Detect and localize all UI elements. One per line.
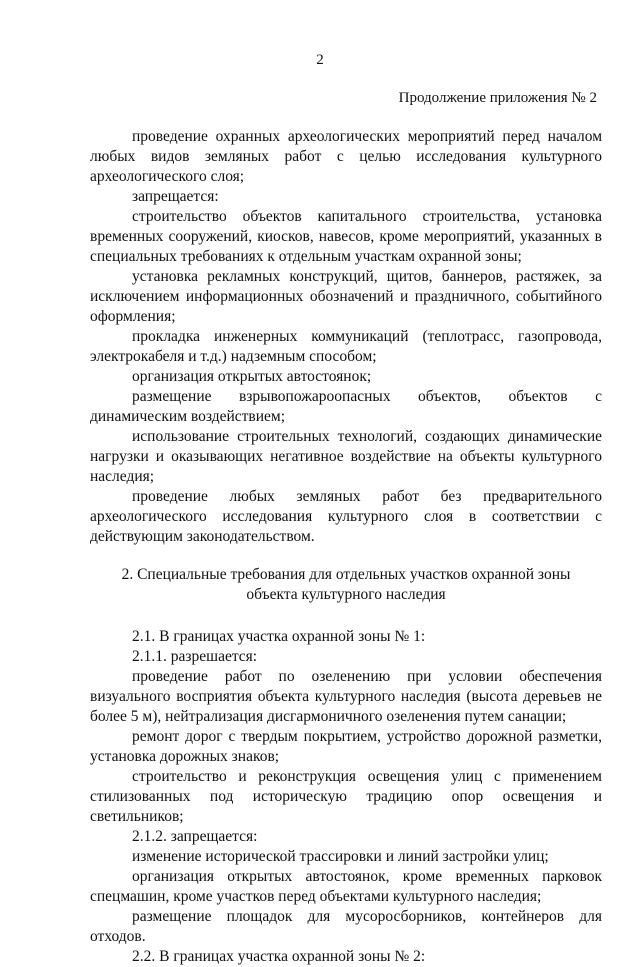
- appendix-label: Продолжение приложения № 2: [398, 90, 597, 106]
- paragraph: проведение работ по озеленению при условии обеспечения визуального восприятия объекта культурного наследия (высота деревьев не более 5 м), нейтрализация дисгармоничного озеленения путем санации;: [90, 668, 602, 725]
- document-body: [90, 127, 602, 967]
- paragraph: строительство объектов капитального строительства, установка временных сооружений, киосков, навесов, кроме мероприятий, указанных в специальных требованиях к отдельным участкам охранной зоны;: [90, 208, 602, 265]
- paragraph: размещение площадок для мусоросборников, контейнеров для отходов.: [90, 908, 602, 945]
- section-title: [90, 565, 602, 605]
- paragraph: проведение любых земляных работ без предварительного археологического исследования культурного слоя в соответствии с действующим законодательством.: [90, 488, 602, 545]
- paragraph: размещение взрывопожароопасных объектов, объектов с динамическим воздействием;: [90, 388, 602, 425]
- paragraph: организация открытых автостоянок;: [132, 368, 372, 385]
- section-title-line: 2. Специальные требования для отдельных участков охранной зоны: [121, 566, 571, 583]
- paragraph: прокладка инженерных коммуникаций (теплотрасс, газопровода, электрокабеля и т.д.) надземным способом;: [90, 328, 602, 365]
- paragraph: 2.1. В границах участка охранной зоны № 1:: [132, 628, 426, 645]
- paragraph: строительство и реконструкция освещения улиц с применением стилизованных под историческую традицию опор освещения и светильников;: [90, 768, 602, 825]
- paragraph: ремонт дорог с твердым покрытием, устройство дорожной разметки, установка дорожных знаков;: [90, 728, 602, 765]
- section-title-line: объекта культурного наследия: [246, 586, 446, 603]
- paragraph: установка рекламных конструкций, щитов, баннеров, растяжек, за исключением информационных обозначений и праздничного, событийного оформления;: [90, 268, 602, 325]
- page-number: 2: [316, 52, 324, 68]
- paragraph: 2.2. В границах участка охранной зоны № 2:: [132, 948, 426, 965]
- paragraph: изменение исторической трассировки и линий застройки улиц;: [132, 848, 549, 865]
- paragraph: проведение охранных археологических мероприятий перед началом любых видов земляных работ с целью исследования культурного археологического слоя;: [90, 128, 602, 185]
- paragraph: использование строительных технологий, создающих динамические нагрузки и оказывающих негативное воздействие на объекты культурного наследия;: [90, 428, 602, 485]
- paragraph: 2.1.1. разрешается:: [132, 648, 258, 665]
- paragraph: организация открытых автостоянок, кроме временных парковок спецмашин, кроме участков перед объектами культурного наследия;: [90, 868, 602, 905]
- paragraph: 2.1.2. запрещается:: [132, 828, 258, 845]
- paragraph: запрещается:: [132, 188, 219, 205]
